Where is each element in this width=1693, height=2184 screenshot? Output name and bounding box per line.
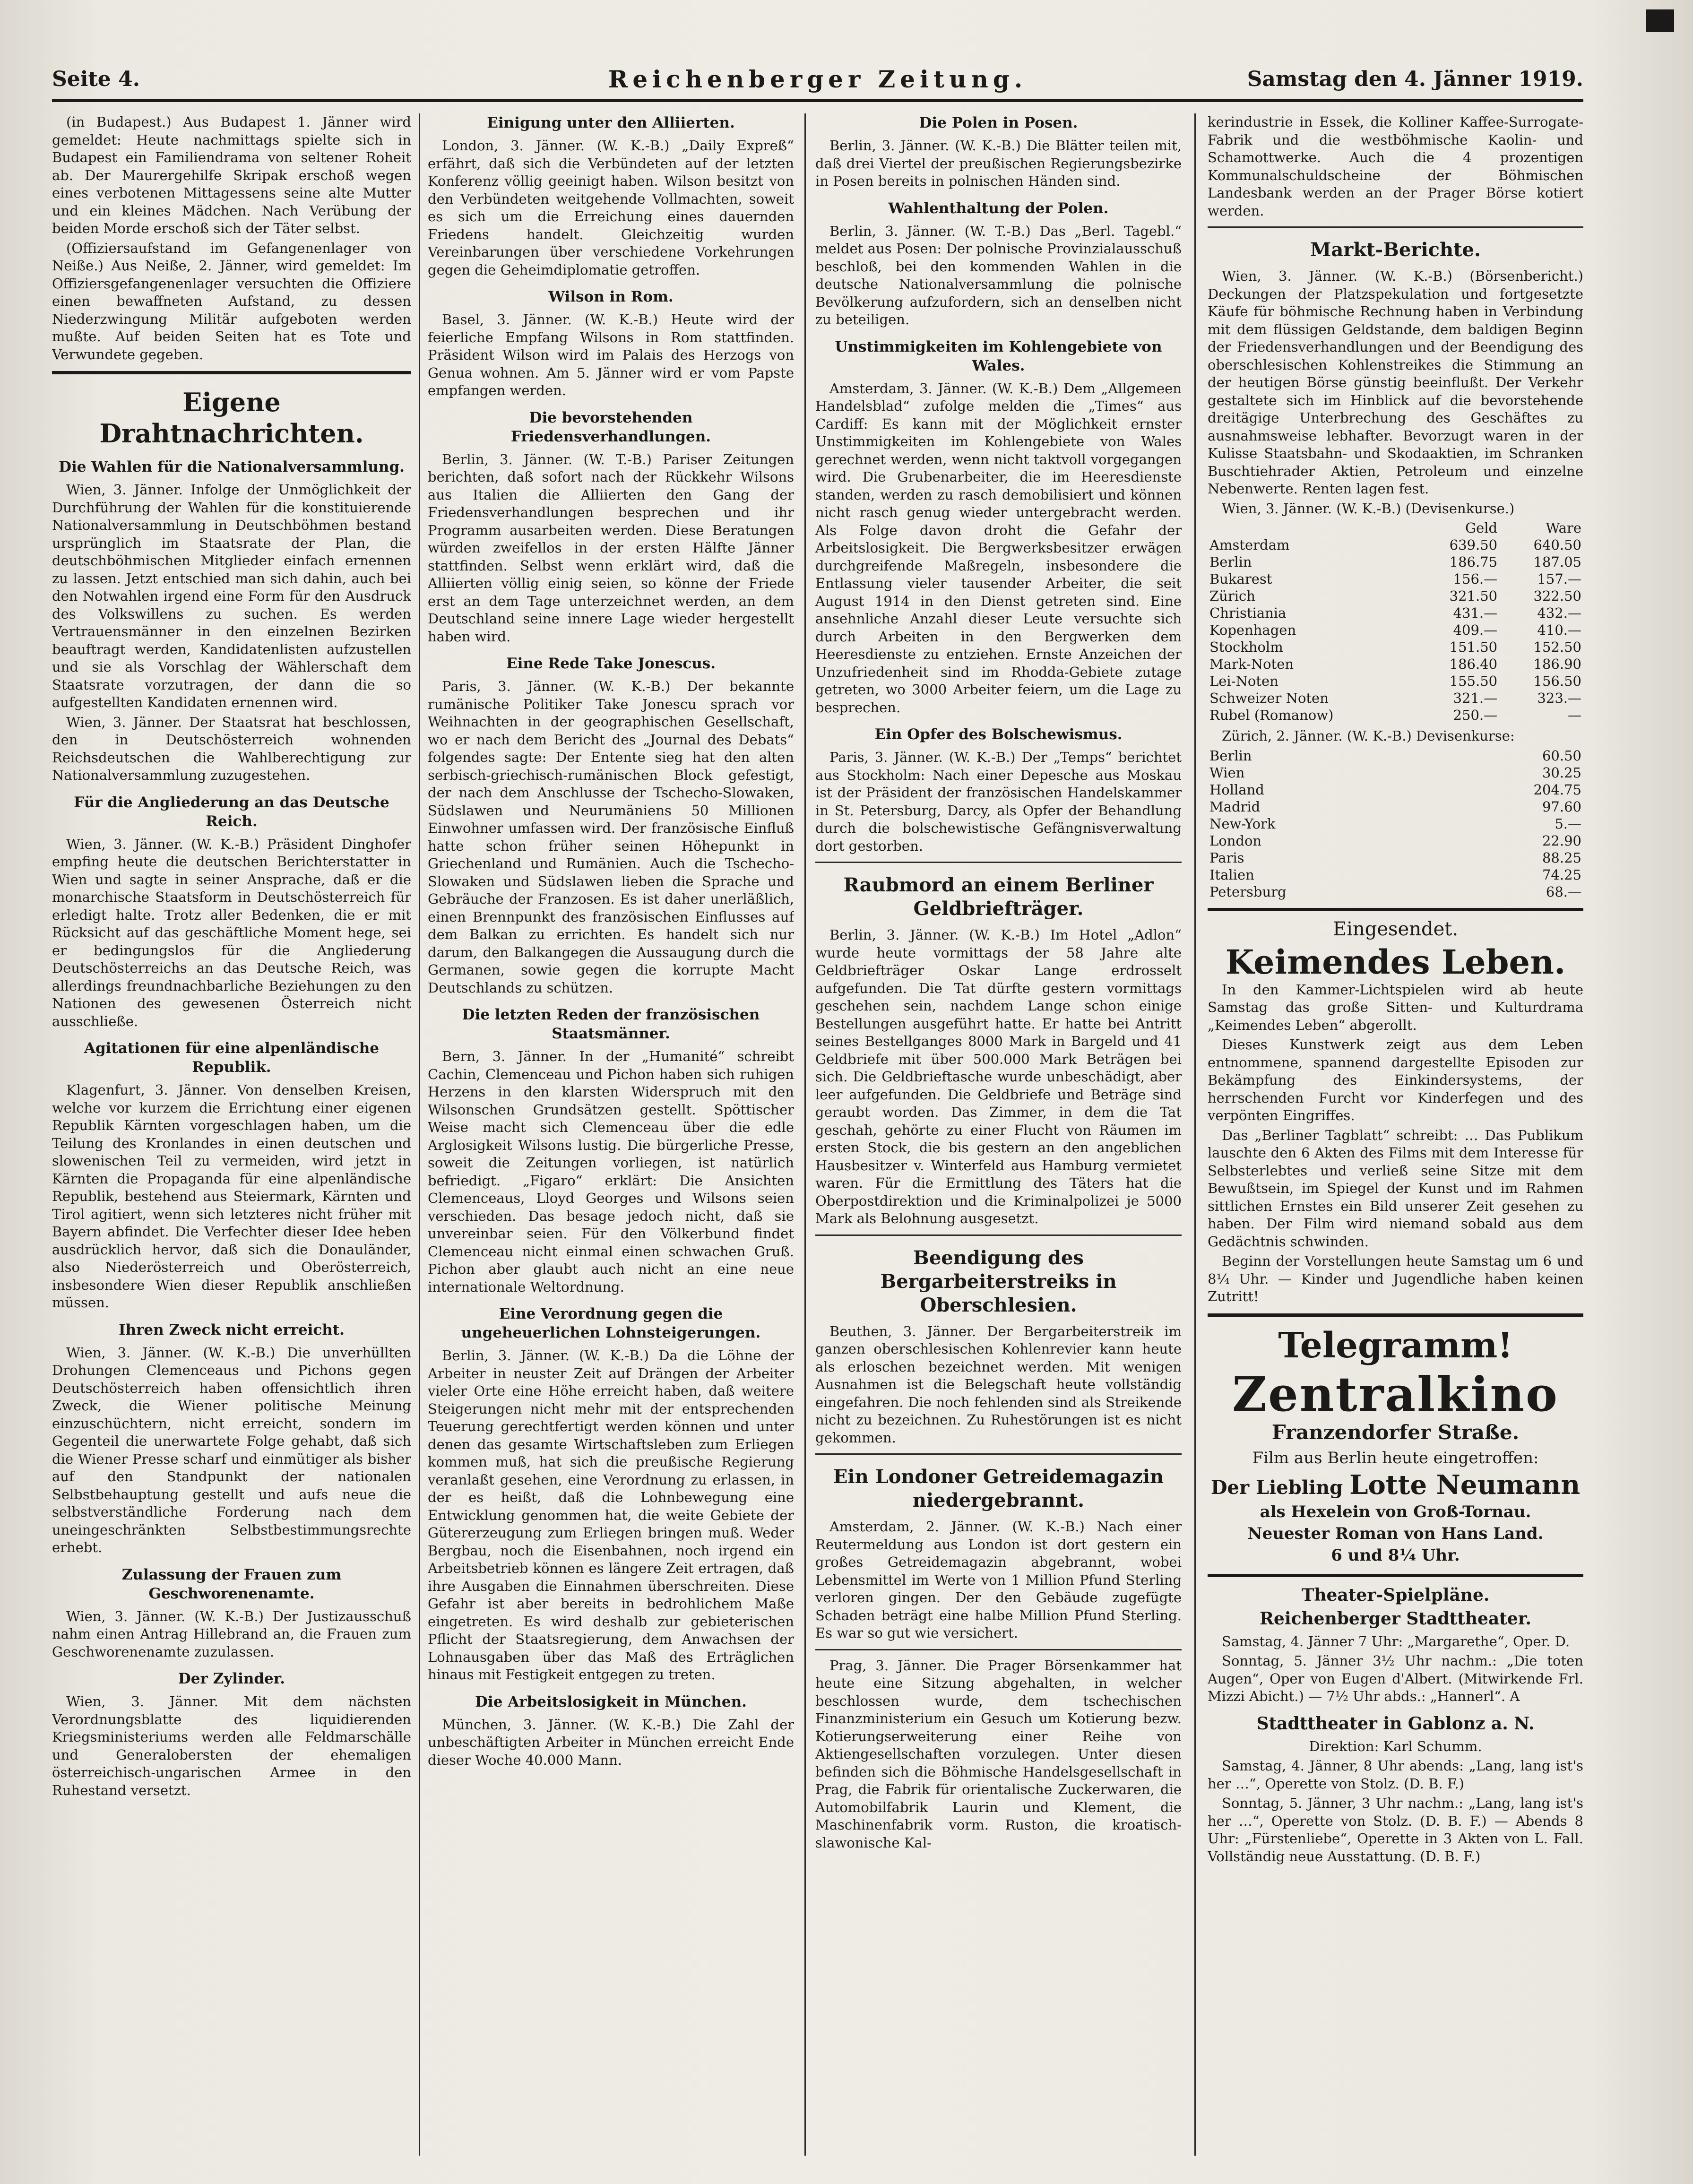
rate-ware: 410.— <box>1537 622 1581 638</box>
section-rule <box>1208 226 1583 228</box>
article-text: Berlin, 3. Jänner. (W. T.-B.) Das „Berl. Tagebl.“ meldet aus Posen: Der polnische Provinzialausschuß beschloß, bei den kommenden Wahlen in die deutsche Nationalversammlung die polnische Bevölkerung aufzufordern, sich an denselben nicht zu beteiligen. <box>815 223 1182 328</box>
article-headline: Die Wahlen für die Nationalversammlung. <box>59 458 405 475</box>
rate-geld: 639.50 <box>1449 537 1498 553</box>
table-header-cell: Ware <box>1546 520 1581 536</box>
ad-cinema-name: Zentralkino <box>1232 1366 1559 1422</box>
place-name: Madrid <box>1209 798 1261 815</box>
section-title: Theater-Spielpläne. <box>1301 1585 1490 1605</box>
place-name: Holland <box>1209 781 1264 798</box>
article-headline: Die Polen in Posen. <box>919 114 1078 131</box>
article-text: Wien, 3. Jänner. (W. K.-B.) (Börsenbericht.) Deckungen der Platzspekulation und fortgesetzte Käufe für böhmische Rechnung haben in Verbindung mit dem flüssigen Geldstande, dem baldigen Beginn der Friedensverhandlungen und der Beendigung des oberschlesischen Kohlenstreikes die Stimmung an der heutigen Börse günstig beeinflußt. Der Verkehr gestaltete sich im Hinblick auf die bevorstehende dreitägige Unterbrechung des Geschäftes zu ausnahmsweise lebhafter. Bevorzugt waren in der Kulisse Staatsbahn- und Skodaaktien, im Schranken Buschtiehrader Aktien, Petroleum und einzelne Nebenwerte. Renten lagen fest. <box>1208 268 1583 497</box>
rate-ware: 157.— <box>1537 571 1581 587</box>
article-headline: Ein Londoner Getreidemagazin niedergebrannt. <box>833 1466 1164 1511</box>
section-rule <box>815 1649 1182 1650</box>
column-1 <box>52 113 411 2156</box>
table-row <box>1208 798 1583 815</box>
rate-ware: 156.50 <box>1533 673 1581 689</box>
article-text: Basel, 3. Jänner. (W. K.-B.) Heute wird der feierliche Empfang Wilsons in Rom stattfinden. Präsident Wilson wird im Palais des Herzogs von Genua wohnen. Am 5. Jänner wird er vom Papste empfangen werden. <box>428 311 794 398</box>
table-row <box>1208 832 1583 849</box>
article-text: Wien, 3. Jänner. (W. K.-B.) Der Justizausschuß nahm einen Antrag Hillebrand an, die Frauen zum Geschworenenamte zuzulassen. <box>52 1608 411 1660</box>
ad-film-name: Der Liebling <box>1210 1476 1343 1499</box>
rate-geld: 186.40 <box>1449 656 1498 672</box>
currency-name: Kopenhagen <box>1209 622 1296 638</box>
section-title: Eigene Drahtnachrichten. <box>99 387 364 449</box>
issue-date: Samstag den 4. Jänner 1919. <box>1247 67 1583 91</box>
rate-ware: 432.— <box>1537 605 1581 621</box>
table-row <box>1208 883 1583 900</box>
ad-film-title <box>1208 1469 1583 1501</box>
article-text: Klagenfurt, 3. Jänner. Von denselben Kreisen, welche vor kurzem die Errichtung einer eigenen Republik Kärnten vorgeschlagen haben, um die Teilung des Kronlandes in einen deutschen und slowenischen Teil zu vermeiden, wird jetzt in Kärnten die Propaganda für eine alpenländische Republik, bestehend aus Steiermark, Kärnten und Tirol agitiert, wenn sich letzteres nicht früher mit Bayern abfindet. Die Verfechter dieser Idee heben ausdrücklich hervor, daß sich die Donauländer, also Niederösterreich und Oberösterreich, insbesondere Wien dieser Republik anschließen müssen. <box>52 1082 411 1311</box>
article-text: Beuthen, 3. Jänner. Der Bergarbeiterstreik im ganzen oberschlesischen Kohlenrevier kann heute als erloschen bezeichnet werden. Mit wenigen Ausnahmen ist die Belegschaft heute vollständig eingefahren. Die noch fehlenden sind als Streikende nicht zu bezeichnen. Zu Ruhestörungen ist es nicht gekommen. <box>815 1323 1182 1446</box>
article-headline: Ein Opfer des Bolschewismus. <box>874 726 1123 743</box>
ad-headline: Telegramm! <box>1278 1325 1513 1366</box>
cinema-advertisement <box>1208 1324 1583 1566</box>
zuerich-table <box>1208 747 1583 900</box>
currency-name: Schweizer Noten <box>1209 690 1329 706</box>
table-row <box>1208 656 1583 673</box>
table-row <box>1208 866 1583 883</box>
place-name: Petersburg <box>1209 883 1287 900</box>
article-text: Paris, 3. Jänner. (W. K.-B.) Der bekannte rumänische Politiker Take Jonescu sprach vor Weihnachten in der geographischen Gesellschaft, wo er nach dem Bericht des „Journal des Debats“ folgendes sagte: Der Entente sieg hat den alten serbisch-griechisch-rumänischen Block gefestigt, der nach dem Anschlusse der Tschecho-Slowaken, Südslawen und Neurumäniens 50 Millionen Einwohner umfassen wird. Der französische Einfluß hatte schon früher seinen Höhepunkt in Griechenland und Rumänien. Auch die Tschecho-Slowaken und Südslawen lieben die Sprache und Gebräuche der Franzosen. Es ist daher unerläßlich, einen Brennpunkt des französischen Einflusses auf dem Balkan zu errichten. Es handelt sich nur darum, den Balkangegen die Aussaugung durch die Germanen, sowie gegen die korrupte Macht Deutschlands zu schützen. <box>428 678 794 996</box>
devisen-table <box>1208 519 1583 724</box>
currency-name: Bukarest <box>1209 571 1272 587</box>
article-text: Das „Berliner Tagblatt“ schreibt: … Das Publikum lauschte den 6 Akten des Films mit dem Interesse für Selbsterlebtes und verließ seine Sitze mit dem Bewußtsein, im Spiegel der Kunst und im Rahmen sittlichen Ernstes ein Bild unserer Zeit gesehen zu haben. Der Film wird niemand sobald aus dem Gedächtnis schwinden. <box>1208 1127 1583 1250</box>
currency-name: Lei-Noten <box>1209 673 1278 689</box>
article-text: Amsterdam, 3. Jänner. (W. K.-B.) Dem „Allgemeen Handelsblad“ zufolge melden die „Times“ aus Cardiff: Es kann mit der Möglichkeit ernster Unstimmigkeiten im Kohlengebiete von Wales gerechnet werden, wenn nicht taktvoll vorgegangen wird. Die Grubenarbeiter, die im Heeresdienste standen, werden zu rasch demobilisiert und können nicht rasch genug wieder untergebracht werden. Als Folge davon droht die Gefahr der Arbeitslosigkeit. Die Bergwerksbesitzer erwägen durchgreifende Maßregeln, insbesondere die Entlassung vieler tausender Arbeiter, die seit August 1914 in den Dienst getreten sind. Eine ansehnliche Anzahl dieser Leute versuchte sich durch Arbeiten in den Bergwerken dem Heeresdienste zu entziehen. Ernste Anzeichen der Unzufriedenheit sind im Rhodda-Gebiete zutage getreten, wo 3000 Arbeiter feiern, um die Lage zu besprechen. <box>815 380 1182 716</box>
table-row <box>1208 707 1583 724</box>
section-rule <box>815 1234 1182 1236</box>
rate-geld: 186.75 <box>1449 554 1498 570</box>
rate-geld: 156.— <box>1453 571 1498 587</box>
currency-name: Mark-Noten <box>1209 656 1294 672</box>
table-row <box>1208 673 1583 690</box>
place-name: New-York <box>1209 815 1276 832</box>
article-headline: Wilson in Rom. <box>548 288 674 305</box>
currency-name: Amsterdam <box>1209 537 1290 553</box>
table-row <box>1208 536 1583 553</box>
article-headline: Die bevorstehenden Friedensverhandlungen. <box>510 409 711 445</box>
rate-geld: 250.— <box>1453 707 1498 723</box>
rate-value: 68.— <box>1546 883 1581 900</box>
article-headline: Die Arbeitslosigkeit in München. <box>475 1693 747 1710</box>
table-row <box>1208 570 1583 587</box>
article-text: Wien, 3. Jänner. (W. K.-B.) (Devisenkurse.) <box>1222 500 1515 517</box>
article-headline: Eine Verordnung gegen die ungeheuerlichen Lohnsteigerungen. <box>461 1305 761 1341</box>
header-rule <box>52 99 1583 102</box>
article-text: Berlin, 3. Jänner. (W. K.-B.) Die Blätter teilen mit, daß drei Viertel der preußischen Regierungsbezirke in Posen bereits in polnischen Händen sind. <box>815 138 1182 189</box>
rate-value: 22.90 <box>1542 832 1581 849</box>
article-text: Wien, 3. Jänner. (W. K.-B.) Die unverhüllten Drohungen Clemenceaus und Pichons gegen Deutschösterreich haben offensichtlich ihren Zweck, die Wiener politische Meinung einzuschüchtern, nicht erreicht, sondern im Gegenteil die unerwartete Folge gehabt, daß sich die Wiener Presse scharf und einmütiger als bisher auf den Standpunkt der nationalen Selbstbehauptung gestellt und aufs neue die selbstverständliche Forderung nach dem uneingeschränkten Selbstbestimmungsrechte erhebt. <box>52 1344 411 1555</box>
place-name: Paris <box>1209 849 1244 866</box>
article-text: Wien, 3. Jänner. Infolge der Unmöglichkeit der Durchführung der Wahlen für die konstituierende Nationalversammlung in Deutschböhmen bestand ursprünglich im Staatsrate der Plan, die deutschböhmischen Mitglieder einfach ernennen zu lassen. Jetzt entschied man sich dahin, auch bei den Notwahlen irgend eine Form für den Ausdruck des Volkswillens zu suchen. Es werden Vertrauensmänner in den einzelnen Bezirken beauftragt werden, Kandidatenlisten aufzustellen und sie als Vorschlag der Wählerschaft dem Staatsrate vorzutragen, der dann die so aufgestellten Kandidaten ernennen wird. <box>52 482 411 710</box>
rate-value: 30.25 <box>1542 764 1581 781</box>
article-text: Berlin, 3. Jänner. (W. K.-B.) Da die Löhne der Arbeiter in neuster Zeit auf Drängen der Arbeiter vieler Orte eine Höhe erreicht haben, daß weitere Steigerungen nicht mehr mit der entsprechenden Teuerung gerechtfertigt werden können und unter denen das gesamte Wirtschaftsleben zum Erliegen kommen muß, hat sich die preußische Regierung veranlaßt gesehen, eine Verordnung zu erlassen, in der es heißt, daß die Lohnbewegung eine Entwicklung genommen hat, die weite Gebiete der Gütererzeugung zum Erliegen bringen muß. Weder Bergbau, noch die Eisenbahnen, noch irgend ein Arbeitsbetrieb können es längere Zeit ertragen, daß ihre Ausgaben die Einnahmen überschreiten. Diese Gefahr ist aber bereits in bedrohlichem Maße eingetreten. Es wird deshalb zur gebieterischen Pflicht der Staatsregierung, dem Anwachsen der Lohnausgaben über das Maß des Erträglichen hinaus mit Festigkeit entgegen zu treten. <box>428 1347 794 1683</box>
table-header-cell: Geld <box>1465 520 1498 536</box>
article-headline: Unstimmigkeiten im Kohlengebiete von Wales. <box>835 338 1162 374</box>
article-headline: Ihren Zweck nicht erreicht. <box>119 1321 345 1338</box>
rate-ware: 187.05 <box>1533 554 1581 570</box>
ad-showtimes: 6 und 8¼ Uhr. <box>1331 1545 1460 1565</box>
rate-ware: 322.50 <box>1533 588 1581 604</box>
column-divider <box>804 113 806 2156</box>
currency-name: Stockholm <box>1209 639 1283 655</box>
column-3 <box>815 113 1182 2156</box>
article-text: Beginn der Vorstellungen heute Samstag um 6 und 8¼ Uhr. — Kinder und Jugendliche haben keinen Zutritt! <box>1208 1253 1583 1304</box>
currency-name: Christiania <box>1209 605 1287 621</box>
article-text: London, 3. Jänner. (W. K.-B.) „Daily Expreß“ erfährt, daß sich die Verbündeten auf der letzten Konferenz völlig geeinigt haben. Wilson besitzt von den Verbündeten weitgehende Vollmachten, soweit es sich um die Erreichung eines dauernden Friedens handelt. Gleichzeitig wurden Vereinbarungen über verschiedene Vorkehrungen gegen die Geheimdiplomatie getroffen. <box>428 138 794 278</box>
rate-value: 204.75 <box>1533 781 1581 798</box>
zuerich-rows <box>1208 747 1583 900</box>
table-row <box>1208 604 1583 622</box>
section-title: Markt-Berichte. <box>1310 239 1481 261</box>
table-row <box>1208 553 1583 570</box>
article-text: Prag, 3. Jänner. Die Prager Börsenkammer hat heute eine Sitzung abgehalten, in welcher beschlossen wurde, dem tschechischen Finanzministerium ein Gesuch um Kotierung bezw. Kotierungserweiterung einer Reihe von Aktiengesellschaften vorzulegen. Unter diesen befinden sich die Böhmische Handelsgesellschaft in Prag, die Fabrik für orientalische Zuckerwaren, die Automobilfabrik Laurin und Klement, die Maschinenfabrik vorm. Ruston, die kroatisch-slawonische Kal- <box>815 1657 1182 1851</box>
table-row <box>1208 764 1583 781</box>
table-row <box>1208 622 1583 639</box>
article-text: München, 3. Jänner. (W. K.-B.) Die Zahl der unbeschäftigten Arbeiter in München erreicht Ende dieser Woche 40.000 Mann. <box>428 1716 794 1768</box>
article-headline: Der Zylinder. <box>178 1670 285 1687</box>
ad-actress: Lotte Neumann <box>1349 1469 1581 1501</box>
page-number: Seite 4. <box>52 67 140 91</box>
article-text: Berlin, 3. Jänner. (W. T.-B.) Pariser Zeitungen berichten, daß sofort nach der Rückkehr Wilsons aus Italien die Alliierten den Gang der Friedensverhandlungen besprechen und ihr Programm ausarbeiten werden. Diese Beratungen würden zweifellos in der ersten Hälfte Jänner stattfinden. Selbst wenn erklärt wird, daß die Alliierten völlig einig seien, so könne der Friede erst an dem Tage unterzeichnet werden, an dem Deutschland seine innere Lage wieder hergestellt haben wird. <box>428 451 794 645</box>
article-text: (Offiziersaufstand im Gefangenenlager von Neiße.) Aus Neiße, 2. Jänner, wird gemeldet: Im Offiziersgefangenenlager versuchten die Offiziere einen bewaffneten Aufstand, zu dessen Niederzwingung Militär aufgeboten werden mußte. Auf beiden Seiten hat es Tote und Verwundete gegeben. <box>52 240 411 363</box>
place-name: Italien <box>1209 866 1254 883</box>
section-rule <box>815 1453 1182 1455</box>
article-text: Sonntag, 5. Jänner, 3 Uhr nachm.: „Lang, lang ist's her …“, Operette von Stolz. (D. B. F.) — Abends 8 Uhr: „Fürstenliebe“, Operette in 3 Akten von L. Fall. Vollständig neue Ausstattung. (D. B. F.) <box>1208 1795 1583 1865</box>
rate-value: 97.60 <box>1542 798 1581 815</box>
article-headline: Wahlenthaltung der Polen. <box>888 199 1109 217</box>
ad-line: Neuester Roman von Hans Land. <box>1247 1524 1544 1543</box>
section-rule <box>1208 1574 1583 1577</box>
article-headline: Eine Rede Take Jonescus. <box>506 655 716 672</box>
section-title: Eingesendet. <box>1332 918 1459 940</box>
article-headline: Die letzten Reden der französischen Staatsmänner. <box>462 1006 760 1042</box>
article-text: (in Budapest.) Aus Budapest 1. Jänner wird gemeldet: Heute nachmittags spielte sich in Budapest ein Familiendrama von seltener Roheit ab. Der Maurergehilfe Skripak erschoß wegen eines verbotenen Mittagessens seine alte Mutter und ein kleines Mädchen. Nach Verübung der beiden Morde erschoß sich der Täter selbst. <box>52 114 411 236</box>
ad-title: Keimendes Leben. <box>1225 942 1566 982</box>
article-headline: Raubmord an einem Berliner Geldbriefträger. <box>843 874 1154 920</box>
rate-geld: 321.50 <box>1449 588 1498 604</box>
table-header-cell <box>1208 519 1415 536</box>
theater-name: Reichenberger Stadttheater. <box>1260 1608 1531 1629</box>
section-rule <box>1208 1313 1583 1317</box>
ad-address: Franzendorfer Straße. <box>1271 1420 1520 1444</box>
article-text: Sonntag, 5. Jänner 3½ Uhr nachm.: „Die toten Augen“, Oper von Eugen d'Albert. (Mitwirkende Frl. Mizzi Abicht.) — 7½ Uhr abds.: „Hannerl“. A <box>1208 1653 1583 1704</box>
article-text: In den Kammer-Lichtspielen wird ab heute Samstag das große Sitten- und Kulturdrama „Keimendes Leben“ abgerollt. <box>1208 981 1583 1033</box>
table-row <box>1208 781 1583 798</box>
article-headline: Zulassung der Frauen zum Geschworenenamte. <box>121 1566 342 1602</box>
article-headline: Agitationen für eine alpenländische Republik. <box>84 1040 380 1076</box>
table-header-row <box>1208 519 1583 536</box>
currency-name: Zürich <box>1209 588 1255 604</box>
table-row <box>1208 639 1583 656</box>
table-row <box>1208 747 1583 764</box>
rate-ware: 640.50 <box>1533 537 1581 553</box>
article-text: Wien, 3. Jänner. Der Staatsrat hat beschlossen, den in Deutschösterreich wohnenden Reichsdeutschen die Wahlberechtigung zur Nationalversammlung zuzugestehen. <box>52 714 411 783</box>
table-row <box>1208 587 1583 604</box>
rate-ware: — <box>1568 707 1581 723</box>
article-headline: Beendigung des Bergarbeiterstreiks in Oberschlesien. <box>880 1246 1117 1316</box>
article-text: Zürich, 2. Jänner. (W. K.-B.) Devisenkurse: <box>1222 728 1515 744</box>
article-text: Dieses Kunstwerk zeigt aus dem Leben entnommene, spannend dargestellte Episoden zur Bekämpfung des Einkindersystems, der herrschenden Furcht vor Kinderfegen und des verpönten Eingriffes. <box>1208 1036 1583 1123</box>
article-text: Wien, 3. Jänner. Mit dem nächsten Verordnungsblatte des liquidierenden Kriegsministeriums werden alle Feldmarschälle und Generalobersten der ehemaligen österreichisch-ungarischen Armee in den Ruhestand versetzt. <box>52 1693 411 1798</box>
article-text: Direktion: Karl Schumm. <box>1309 1738 1482 1754</box>
rate-geld: 431.— <box>1453 605 1498 621</box>
column-4 <box>1208 113 1583 2156</box>
article-text: Samstag, 4. Jänner 7 Uhr: „Margarethe“, Oper. D. <box>1222 1633 1570 1649</box>
place-name: Berlin <box>1209 747 1252 764</box>
rate-ware: 323.— <box>1537 690 1581 706</box>
rate-ware: 186.90 <box>1533 656 1581 672</box>
article-text: Samstag, 4. Jänner, 8 Uhr abends: „Lang, lang ist's her …“, Operette von Stolz. (D. B. F.) <box>1208 1758 1583 1792</box>
rate-geld: 155.50 <box>1449 673 1498 689</box>
rate-value: 5.— <box>1555 815 1581 832</box>
section-rule <box>52 371 411 374</box>
article-text: Amsterdam, 2. Jänner. (W. K.-B.) Nach einer Reutermeldung aus London ist dort gestern ein großes Getreidemagazin abgebrannt, wobei Lebensmittel im Werte von 1 Million Pfund Sterling verloren gingen. Der den Gebäude zugefügte Schaden beträgt eine halbe Million Pfund Sterling. Es war so gut wie versichert. <box>815 1519 1182 1641</box>
article-headline: Einigung unter den Alliierten. <box>487 114 735 131</box>
rate-ware: 152.50 <box>1533 639 1581 655</box>
table-row <box>1208 690 1583 707</box>
column-divider <box>1194 113 1196 2156</box>
table-row <box>1208 815 1583 832</box>
ad-line: Film aus Berlin heute eingetroffen: <box>1252 1448 1539 1468</box>
rate-value: 88.25 <box>1542 849 1581 866</box>
devisen-rows <box>1208 536 1583 724</box>
section-rule <box>815 862 1182 863</box>
article-headline: Für die Angliederung an das Deutsche Reich. <box>74 794 389 830</box>
column-divider <box>419 113 420 2156</box>
currency-name: Rubel (Romanow) <box>1209 707 1334 723</box>
corner-mark <box>1646 9 1674 32</box>
section-rule <box>1208 908 1583 911</box>
place-name: Wien <box>1209 764 1245 781</box>
rate-geld: 151.50 <box>1449 639 1498 655</box>
rate-geld: 409.— <box>1453 622 1498 638</box>
ad-line: als Hexelein von Groß-Tornau. <box>1260 1502 1531 1521</box>
newspaper-title: Reichenberger Zeitung. <box>608 65 1028 93</box>
article-text: Paris, 3. Jänner. (W. K.-B.) Der „Temps“ berichtet aus Stockholm: Nach einer Depesche aus Moskau ist der Präsident der französischen Handelskammer in St. Petersburg, Darcy, als Opfer der Behandlung durch die bolschewistische Gefängnisverwaltung dort gestorben. <box>815 749 1182 854</box>
place-name: London <box>1209 832 1262 849</box>
page-header <box>52 61 1583 99</box>
rate-geld: 321.— <box>1453 690 1498 706</box>
article-text: Berlin, 3. Jänner. (W. K.-B.) Im Hotel „Adlon“ wurde heute vormittags der 58 Jahre alte Geldbriefträger Oskar Lange erdrosselt aufgefunden. Die Tat dürfte gestern vormittags geschehen sein, nachdem Lange schon einige Bestellungen ausgeführt hatte. Er hatte bei Antritt seines Bestellganges 8000 Mark in Bargeld und 41 Geldbriefe mit über 500.000 Mark Beträgen bei sich. Die Geldbrieftasche wurde unbeschädigt, aber leer aufgefunden. Die Geldbriefe und Beträge sind geraubt worden. Das Zimmer, in dem die Tat geschah, gehörte zu einer Flucht von Räumen im ersten Stock, die bis gestern an den angeblichen Hausbesitzer v. Winterfeld aus Hamburg vermietet waren. Für die Ermittlung des Täters hat die Oberpostdirektion und die Kriminalpolizei je 5000 Mark als Belohnung ausgesetzt. <box>815 927 1182 1226</box>
table-row <box>1208 849 1583 866</box>
article-text: Wien, 3. Jänner. (W. K.-B.) Präsident Dinghofer empfing heute die deutschen Berichterstatter in Wien und sagte in seiner Ansprache, daß er die monarchische Staatsform in Deutschösterreich für erledigt halte. Trotz aller Bedenken, die er mit Rücksicht auf das geschäftliche Moment hege, sei er bedingungslos für die Angliederung Deutschösterreichs an das Deutsche Reich, was allerdings freundnachbarliche Beziehungen zu den Nationen des gewesenen Österreich nicht ausschließe. <box>52 836 411 1029</box>
rate-value: 74.25 <box>1542 866 1581 883</box>
currency-name: Berlin <box>1209 554 1252 570</box>
column-2 <box>428 113 794 2156</box>
rate-value: 60.50 <box>1542 747 1581 764</box>
theater-name: Stadttheater in Gablonz a. N. <box>1256 1713 1535 1734</box>
article-text: Bern, 3. Jänner. In der „Humanité“ schreibt Cachin, Clemenceau und Pichon haben sich ruhigen Herzens in den klarsten Widerspruch mit den Wilsonschen Grundsätzen gestellt. Spöttischer Weise macht sich Clemenceau über die edle Arglosigkeit Wilsons lustig. Die bürgerliche Presse, soweit die Zeitungen vorliegen, ist natürlich befriedigt. „Figaro“ erklärt: Die Ansichten Clemenceaus, Lloyd Georges und Wilsons seien verschieden. Das besage jedoch nicht, daß sie unvereinbar seien. Für den Völkerbund findet Clemenceau nicht einmal einen schwachen Gruß. Pichon aber glaubt auch nicht an eine neue internationale Weltordnung. <box>428 1048 794 1295</box>
article-text: kerindustrie in Essek, die Kolliner Kaffee-Surrogate-Fabrik und die westböhmische Kaolin- und Schamottwerke. Auch die 4 prozentigen Kommunalschuldscheine der Böhmischen Landesbank werden an der Prager Börse kotiert werden. <box>1208 114 1583 219</box>
